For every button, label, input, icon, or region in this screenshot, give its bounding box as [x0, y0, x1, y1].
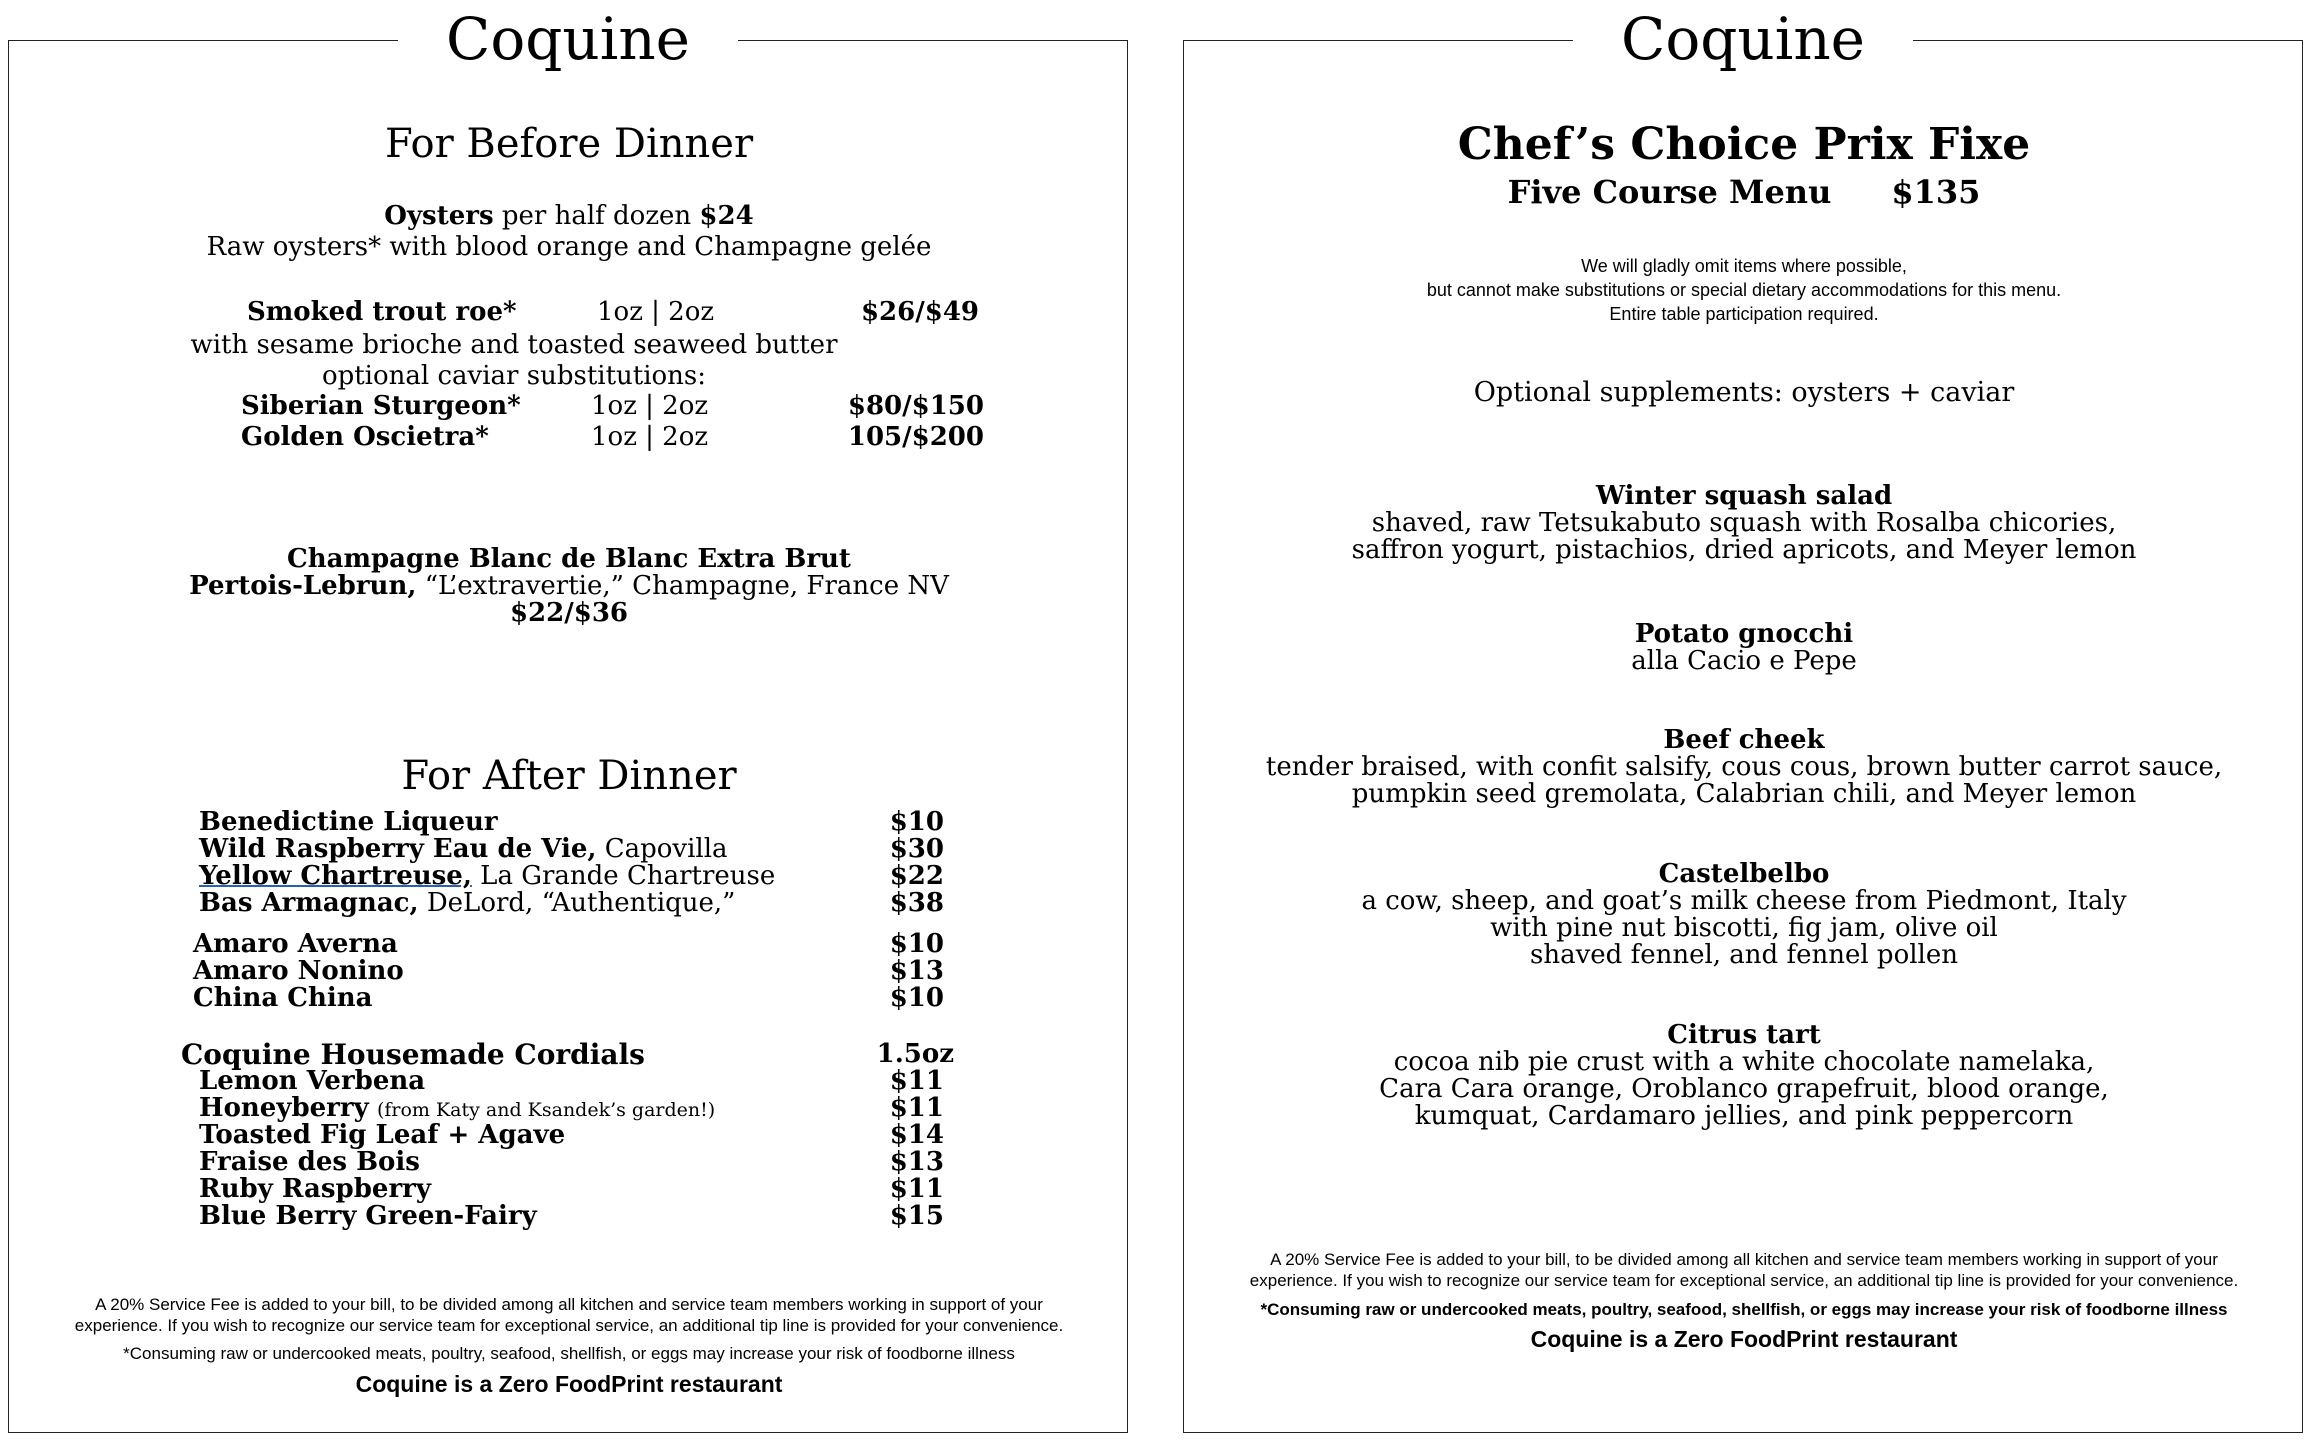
zero-foodprint-note: Coquine is a Zero FoodPrint restaurant [1530, 1326, 1958, 1352]
digestif-price: $38 [889, 888, 944, 918]
cordial-price: $15 [889, 1201, 944, 1231]
trout-price: $26/$49 [860, 297, 979, 327]
course-description: tender braised, with confit salsify, cous cous, brown butter carrot sauce, [1265, 752, 2223, 782]
service-fee-line: experience. If you wish to recognize our service team for exceptional service, an additional tip line is provided for your convenience. [74, 1316, 1064, 1335]
digestif-item: Bas Armagnac, DeLord, “Authentique,” [199, 888, 736, 918]
amaro-price: $13 [889, 956, 944, 986]
oysters-name: Oysters [384, 201, 494, 231]
cordial-item: Blue Berry Green-Fairy [199, 1201, 537, 1231]
oysters-line [9, 201, 1129, 232]
amaro-price: $10 [889, 929, 944, 959]
cordial-item: Toasted Fig Leaf + Agave [199, 1120, 566, 1150]
course-description: cocoa nib pie crust with a white chocolate namelaka, [1393, 1047, 2095, 1077]
cordial-item: Lemon Verbena [199, 1066, 426, 1096]
oysters-description: Raw oysters* with blood orange and Champagne gelée [206, 232, 932, 262]
course-description: pumpkin seed gremolata, Calabrian chili, and Meyer lemon [1351, 779, 2137, 809]
champagne-heading: Champagne Blanc de Blanc Extra Brut [287, 544, 851, 574]
caviar-sizes: 1oz | 2oz [591, 422, 709, 452]
optional-supplements: Optional supplements: oysters + caviar [1473, 377, 2015, 408]
cordial-price: $11 [889, 1093, 944, 1123]
digestif-item: Benedictine Liqueur [199, 807, 498, 837]
prix-fixe-menu-panel [1183, 5, 2303, 1433]
service-fee-line: A 20% Service Fee is added to your bill, to be divided among all kitchen and service team members working in support of your [1270, 1250, 2218, 1269]
course-name: Castelbelbo [1658, 859, 1830, 889]
cordials-heading: Coquine Housemade Cordials [181, 1038, 645, 1071]
course-description: shaved, raw Tetsukabuto squash with Rosalba chicories, [1371, 508, 2117, 538]
caviar-sizes: 1oz | 2oz [591, 391, 709, 421]
menu-note: We will gladly omit items where possible, [1581, 256, 1907, 276]
zero-foodprint-note: Coquine is a Zero FoodPrint restaurant [355, 1371, 783, 1397]
after-dinner-heading: For After Dinner [401, 753, 737, 799]
trout-name: Smoked trout roe* [247, 297, 517, 327]
prix-fixe-price: $135 [1891, 173, 1981, 211]
oysters-price: $24 [699, 201, 754, 231]
course-description: alla Cacio e Pepe [1631, 646, 1857, 676]
menu-note: Entire table participation required. [1609, 304, 1879, 324]
trout-description: with sesame brioche and toasted seaweed butter [190, 330, 838, 360]
oysters-qty: per half dozen [501, 201, 692, 231]
before-after-menu-panel [8, 5, 1128, 1433]
service-fee-line: experience. If you wish to recognize our service team for exceptional service, an additional tip line is provided for your convenience. [1249, 1271, 2239, 1290]
course-name: Winter squash salad [1595, 481, 1893, 511]
champagne-price: $22/$36 [509, 598, 629, 628]
course-name: Beef cheek [1663, 725, 1825, 755]
amaro-item: China China [193, 983, 373, 1013]
cordials-size: 1.5oz [876, 1039, 954, 1069]
digestif-item: Wild Raspberry Eau de Vie, Capovilla [199, 834, 728, 864]
digestif-price: $10 [889, 807, 944, 837]
cordial-price: $13 [889, 1147, 944, 1177]
amaro-price: $10 [889, 983, 944, 1013]
course-name: Potato gnocchi [1634, 619, 1854, 649]
cordial-item: Fraise des Bois [199, 1147, 420, 1177]
digestif-price: $22 [889, 861, 944, 891]
cordial-price: $11 [889, 1174, 944, 1204]
raw-food-warning: *Consuming raw or undercooked meats, poultry, seafood, shellfish, or eggs may increase your risk of foodborne illness [1260, 1300, 2228, 1319]
raw-food-warning: *Consuming raw or undercooked meats, poultry, seafood, shellfish, or eggs may increase your risk of foodborne illness [123, 1344, 1015, 1363]
course-description: kumquat, Cardamaro jellies, and pink peppercorn [1414, 1101, 2074, 1131]
caviar-item: Siberian Sturgeon* [241, 391, 521, 421]
amaro-item: Amaro Nonino [193, 956, 404, 986]
course-description: a cow, sheep, and goat’s milk cheese from Piedmont, Italy [1361, 886, 2127, 916]
menu-note: but cannot make substitutions or special dietary accommodations for this menu. [1426, 280, 2062, 300]
caviar-price: $80/$150 [847, 391, 984, 421]
digestif-item: Yellow Chartreuse, La Grande Chartreuse [199, 861, 776, 891]
restaurant-title: Coquine [398, 1, 738, 81]
course-description: Cara Cara orange, Oroblanco grapefruit, blood orange, [1379, 1074, 2109, 1104]
cordial-item: Ruby Raspberry [199, 1174, 431, 1204]
caviar-substitutions-label: optional caviar substitutions: [321, 361, 707, 391]
before-dinner-heading: For Before Dinner [384, 121, 754, 167]
caviar-price: 105/$200 [847, 422, 984, 452]
cordial-item: Honeyberry (from Katy and Ksandek’s garden!) [199, 1093, 716, 1123]
digestif-price: $30 [889, 834, 944, 864]
course-description: saffron yogurt, pistachios, dried apricots, and Meyer lemon [1351, 535, 2137, 565]
champagne-wine: Pertois-Lebrun, “L’extravertie,” Champagne, France NV [189, 571, 949, 601]
amaro-item: Amaro Averna [193, 929, 398, 959]
prix-fixe-heading: Chef’s Choice Prix Fixe [1457, 119, 2031, 170]
trout-sizes: 1oz | 2oz [597, 297, 715, 327]
caviar-item: Golden Oscietra* [241, 422, 489, 452]
course-description: shaved fennel, and fennel pollen [1530, 940, 1958, 970]
cordial-price: $11 [889, 1066, 944, 1096]
course-description: with pine nut biscotti, fig jam, olive oil [1490, 913, 1998, 943]
service-fee-line: A 20% Service Fee is added to your bill, to be divided among all kitchen and service team members working in support of your [95, 1295, 1043, 1314]
cordial-price: $14 [889, 1120, 944, 1150]
course-name: Citrus tart [1667, 1020, 1821, 1050]
prix-fixe-subheading: Five Course Menu $135 [1507, 173, 1981, 211]
restaurant-title: Coquine [1573, 1, 1913, 81]
